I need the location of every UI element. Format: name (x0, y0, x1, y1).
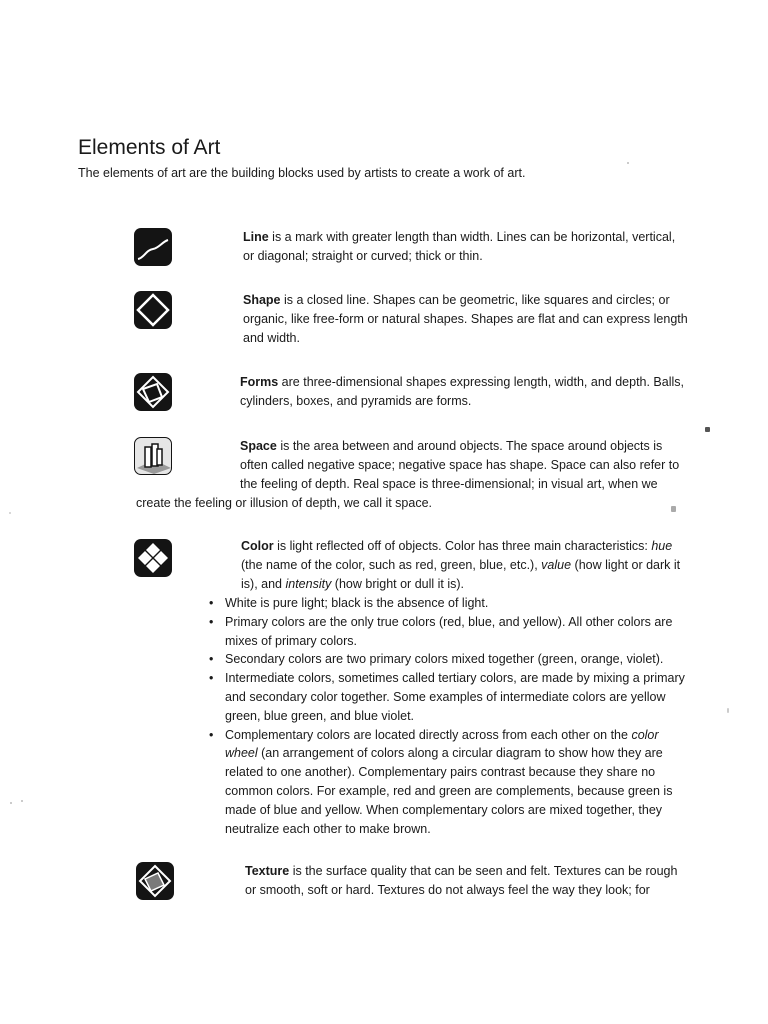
space-line-4: create the feeling or illusion of depth, we call it space. (136, 496, 433, 510)
line-icon (134, 228, 172, 266)
shape-icon (134, 291, 172, 329)
color-text-b: (the name of the color, such as red, green, blue, etc.), (241, 557, 542, 572)
color-text-a: is light reflected off of objects. Color has three main characteristics: (273, 539, 652, 553)
space-line-1 (240, 437, 700, 456)
forms-description (240, 373, 695, 411)
color-text-c: (how light or dark it is), and (241, 557, 681, 591)
color-wheel-term: color wheel (225, 727, 659, 761)
bullet-5-text-a: Complementary colors are located directly across from each other on the (225, 727, 632, 742)
color-icon (134, 539, 172, 577)
color-value: value (541, 557, 572, 572)
shape-term: Shape (243, 293, 281, 307)
texture-icon (136, 862, 174, 900)
space-line-3: the feeling of depth. Real space is three-dimensional; in visual art, when we (240, 477, 658, 491)
forms-text: are three-dimensional shapes expressing length, width, and depth. Balls, cylinders, boxes, and pyramids are forms. (240, 375, 685, 408)
form-icon (134, 373, 172, 411)
space-icon (134, 437, 172, 475)
color-text-d: (how bright or dull it is). (331, 576, 465, 591)
scan-speck (10, 802, 12, 804)
scan-speck (671, 506, 676, 512)
texture-description (245, 862, 685, 900)
line-text: is a mark with greater length than width. Lines can be horizontal, vertical, or diagonal; straight or curved; thick or thin. (243, 230, 676, 263)
scan-speck (9, 512, 11, 514)
color-hue: hue (651, 539, 673, 553)
space-line-2: often called negative space; negative space has shape. Space can also refer to (240, 458, 680, 472)
color-intensity: intensity (285, 576, 332, 591)
shape-description (243, 291, 693, 347)
texture-text: is the surface quality that can be seen and felt. Textures can be rough or smooth, soft or hard. Textures do not always feel the way they look; for (245, 864, 678, 897)
texture-term: Texture (245, 864, 290, 878)
list-item: • White is pure light; black is the absence of light. (208, 594, 688, 613)
space-term: Space (240, 439, 277, 453)
line-description (243, 228, 688, 266)
scan-speck (705, 427, 710, 432)
color-description (241, 537, 691, 593)
scan-speck (21, 800, 23, 802)
scan-speck (727, 708, 729, 713)
space-text-1: is the area between and around objects. The space around objects is (276, 439, 663, 453)
list-item: • Secondary colors are two primary colors mixed together (green, orange, violet). (208, 650, 688, 669)
list-item: • Primary colors are the only true colors (red, blue, and yellow). All other colors are mixes of primary colors. (208, 613, 688, 651)
shape-text: is a closed line. Shapes can be geometric, like squares and circles; or organic, like free-form or natural shapes. Shapes are flat and can express length and width. (243, 293, 688, 345)
bullet-5-text-b: (an arrangement of colors along a circular diagram to show how they are related to one another). Complementary pairs contrast because they share no common colors. For example, red and green are complements, because green is made of blue and yellow. When complementary colors are mixed together, they neutralize each other to make brown. (225, 746, 673, 836)
color-bullet-list (208, 594, 688, 838)
list-item: • Intermediate colors, sometimes called tertiary colors, are made by mixing a primary and secondary color together. Some examples of intermediate colors are yellow green, blue green, and blue violet. (208, 669, 688, 725)
intro-text: The elements of art are the building blocks used by artists to create a work of art. (78, 166, 526, 180)
scan-speck (627, 162, 629, 164)
line-term: Line (243, 230, 269, 244)
forms-term: Forms (240, 375, 279, 389)
color-term: Color (241, 539, 274, 553)
list-item (208, 726, 688, 839)
page-title: Elements of Art (78, 136, 221, 159)
